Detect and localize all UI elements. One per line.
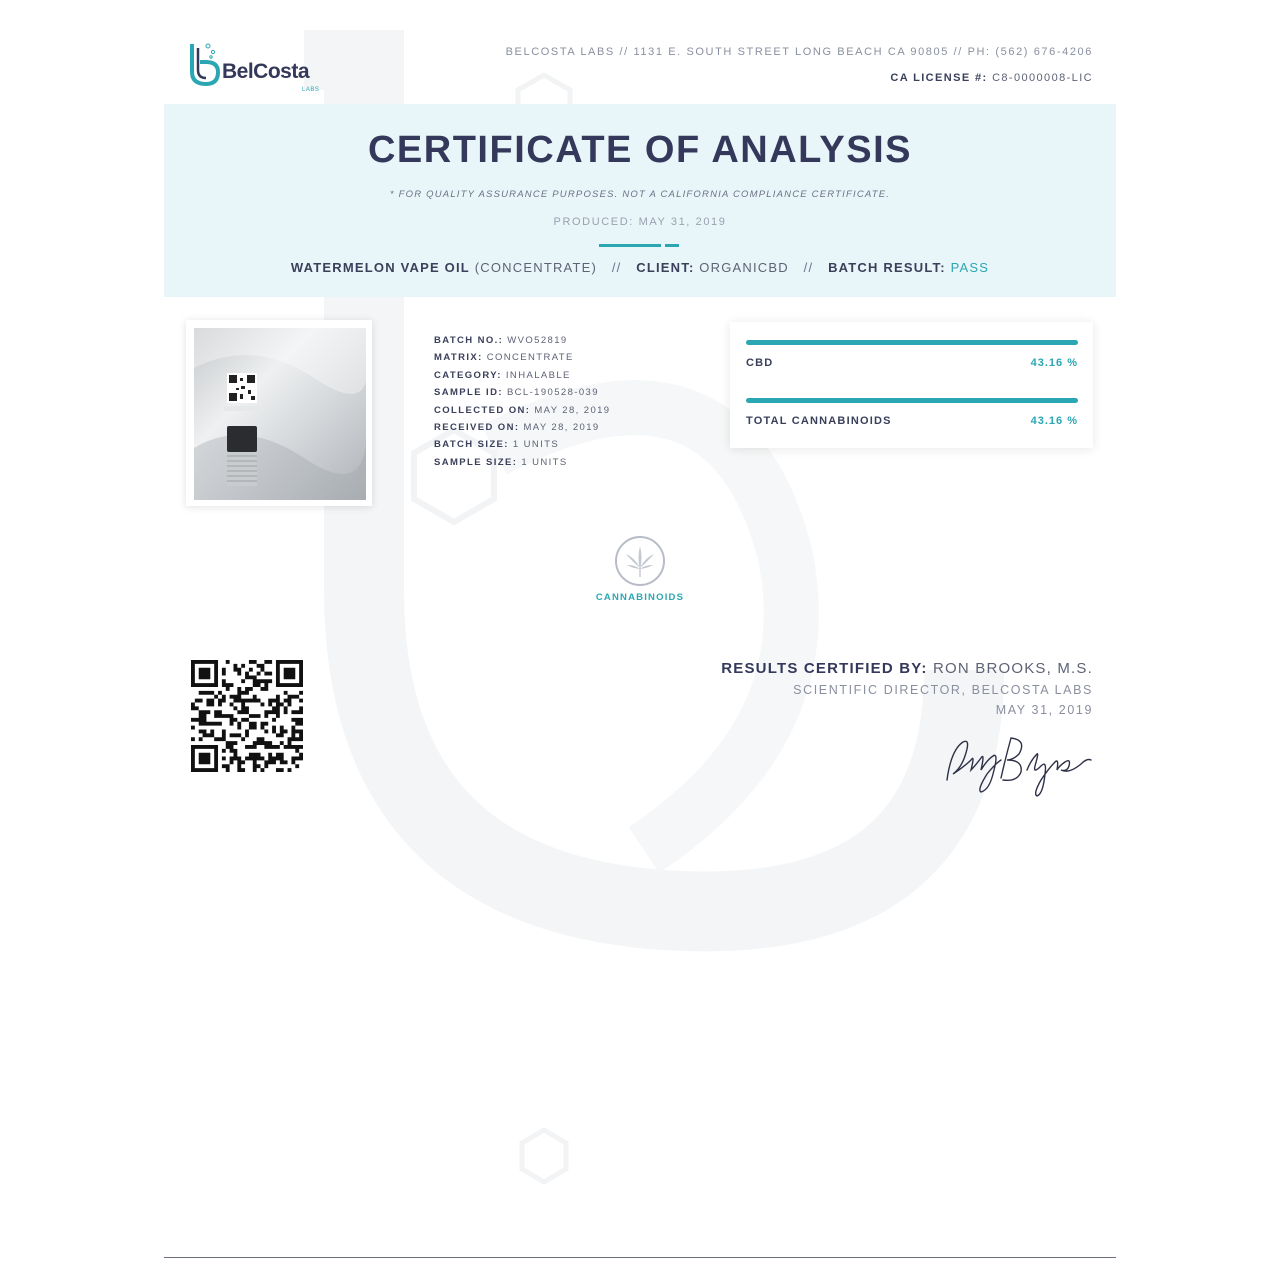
result-bar [746, 340, 1078, 345]
result-total-cannabinoids [746, 398, 1078, 427]
product-photo [194, 328, 366, 500]
result-value: 43.16 % [1030, 357, 1078, 369]
lab-address: BELCOSTA LABS // 1131 E. SOUTH STREET LONG BEACH CA 90805 // PH: (562) 676-4206 [505, 46, 1093, 58]
certification-date: MAY 31, 2019 [995, 703, 1093, 717]
cannabinoids-badge [590, 536, 690, 606]
detail-label: SAMPLE SIZE: [434, 456, 518, 468]
detail-label: COLLECTED ON: [434, 404, 531, 416]
detail-label: BATCH SIZE: [434, 439, 509, 451]
certifier-name: RON BROOKS, M.S. [932, 660, 1093, 677]
detail-label: MATRIX: [434, 352, 483, 364]
detail-row [434, 332, 611, 349]
result-cbd [746, 340, 1078, 369]
detail-row [434, 454, 611, 471]
detail-label: BATCH NO.: [434, 335, 504, 346]
detail-value: 1 UNITS [521, 456, 568, 468]
batch-result-value: PASS [950, 260, 990, 275]
detail-value: INHALABLE [505, 369, 571, 381]
certification-block [721, 660, 1093, 717]
logo-subtext: LABS [302, 87, 320, 93]
result-name: TOTAL CANNABINOIDS [746, 415, 892, 427]
detail-value: BCL-190528-039 [506, 387, 599, 399]
product-photo-card [186, 320, 372, 506]
separator: // [803, 260, 814, 275]
disclaimer: * FOR QUALITY ASSURANCE PURPOSES. NOT A CALIFORNIA COMPLIANCE CERTIFICATE. [389, 189, 891, 200]
detail-value: CONCENTRATE [486, 352, 574, 364]
certificate-page [164, 30, 1116, 1260]
qr-code[interactable] [191, 660, 303, 772]
client-label: CLIENT: [636, 260, 695, 275]
detail-row [434, 349, 611, 366]
decorative-bar [599, 244, 661, 247]
signature [941, 730, 1096, 798]
result-bar [746, 398, 1078, 403]
product-summary [164, 260, 1116, 275]
detail-row [434, 384, 611, 401]
detail-label: RECEIVED ON: [434, 422, 520, 434]
result-name: CBD [746, 357, 774, 369]
detail-label: CATEGORY: [434, 369, 502, 381]
cannabis-leaf-icon [615, 536, 665, 586]
detail-row [434, 436, 611, 453]
results-card [730, 322, 1093, 448]
detail-value: 1 UNITS [512, 439, 560, 451]
logo-text: BelCosta [222, 60, 310, 83]
license-line [890, 72, 1093, 84]
client-value: ORGANICBD [699, 260, 789, 275]
certified-by-label: RESULTS CERTIFIED BY: [721, 660, 928, 677]
product-name: WATERMELON VAPE OIL [290, 260, 470, 275]
detail-row [434, 402, 611, 419]
detail-value: MAY 28, 2019 [523, 422, 600, 434]
detail-label: SAMPLE ID: [434, 387, 503, 399]
decorative-bar-short [665, 244, 679, 247]
detail-row [434, 367, 611, 384]
product-type: (CONCENTRATE) [474, 260, 597, 275]
batch-result-label: BATCH RESULT: [828, 260, 946, 275]
result-value: 43.16 % [1030, 415, 1078, 427]
batch-details [434, 332, 611, 471]
badge-label: CANNABINOIDS [595, 592, 685, 603]
certifier-role: SCIENTIFIC DIRECTOR, BELCOSTA LABS [793, 683, 1093, 697]
sample-vial-image [194, 328, 366, 500]
separator: // [611, 260, 622, 275]
detail-value: WVO52819 [507, 335, 568, 346]
title-banner [164, 104, 1116, 297]
produced-date: PRODUCED: MAY 31, 2019 [553, 216, 727, 228]
belcosta-logo [184, 38, 324, 94]
detail-value: MAY 28, 2019 [534, 404, 611, 416]
certified-by [721, 660, 1093, 677]
license-value: C8-0000008-LIC [992, 72, 1093, 84]
footer-rule [164, 1257, 1116, 1258]
license-label: CA LICENSE #: [890, 72, 988, 84]
detail-row [434, 419, 611, 436]
page-title: CERTIFICATE OF ANALYSIS [367, 129, 912, 171]
